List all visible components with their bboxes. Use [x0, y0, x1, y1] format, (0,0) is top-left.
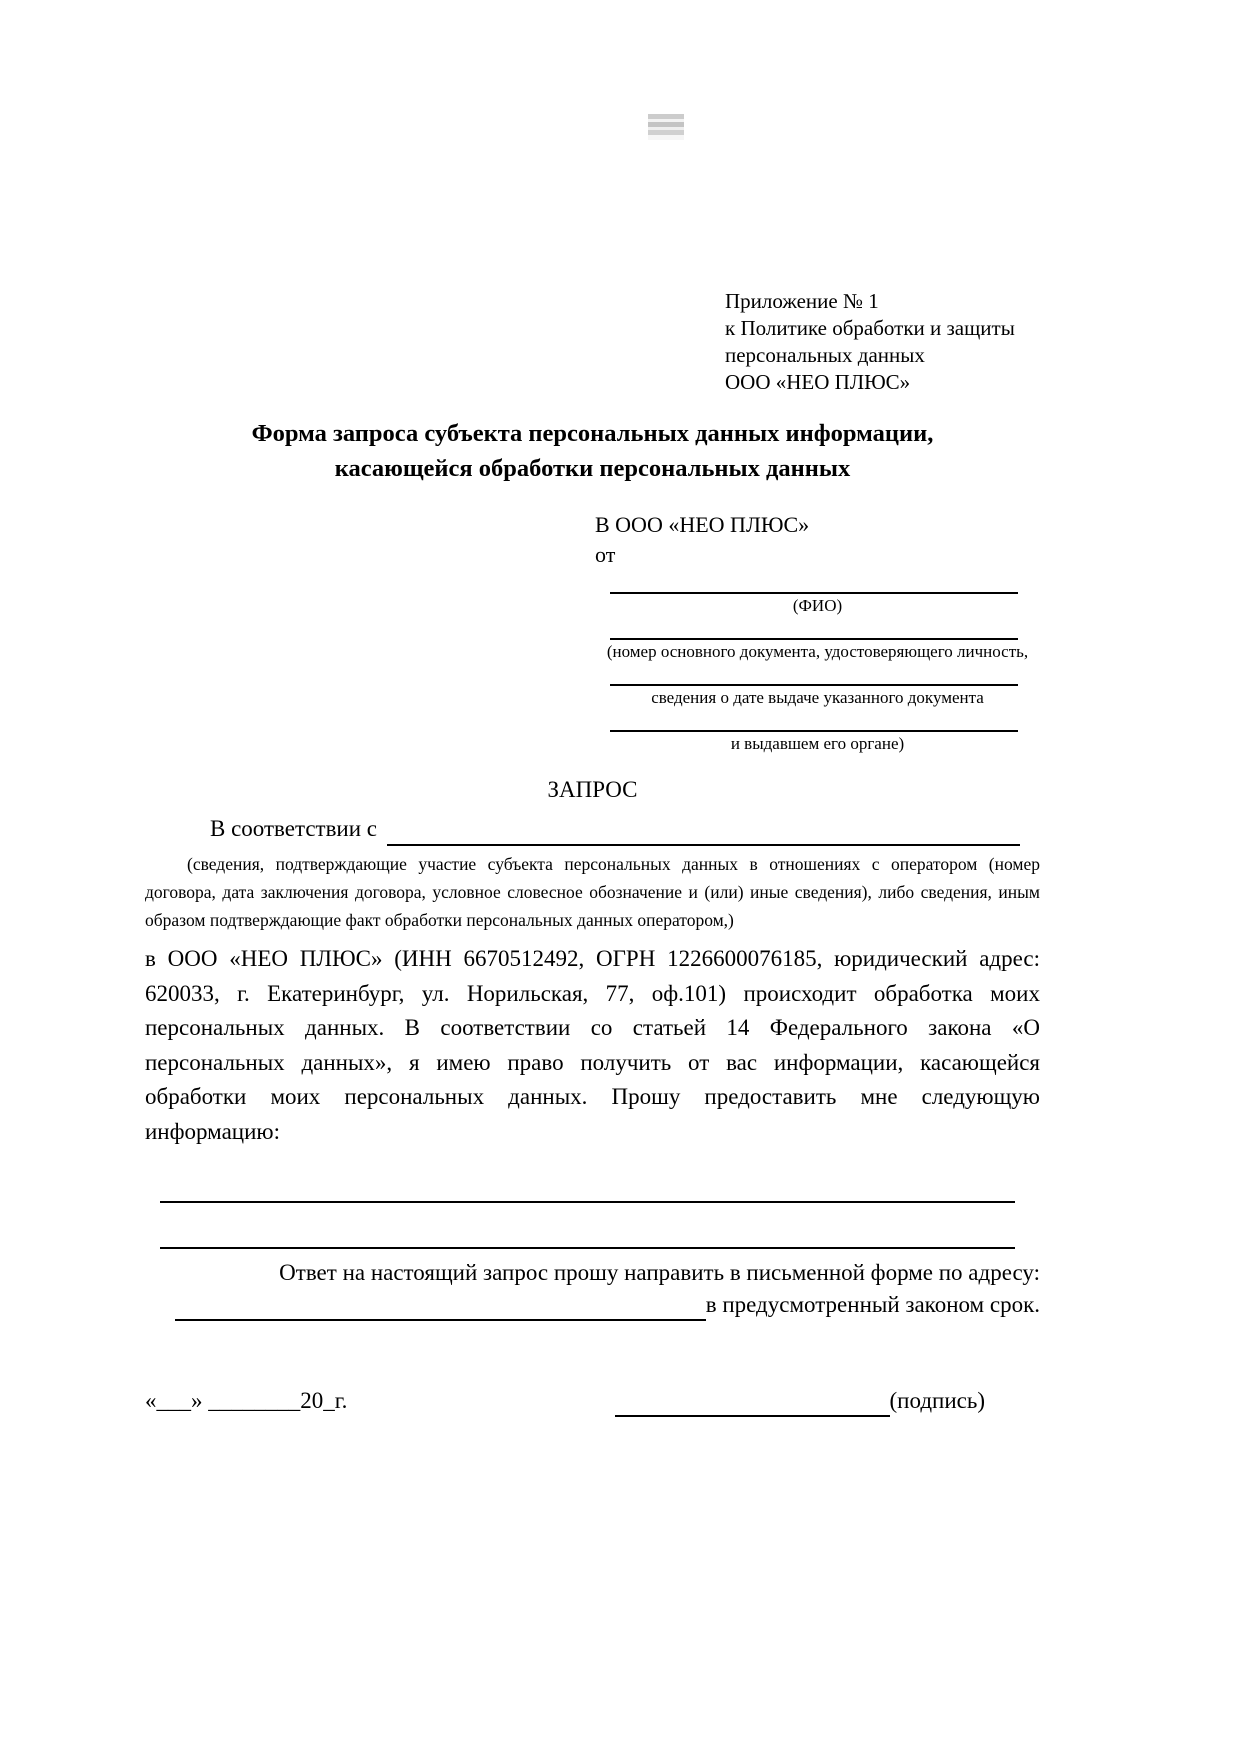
accordance-blank-line: [387, 818, 1020, 846]
doc-number-blank-line: [610, 616, 1018, 640]
header-logo-image: [648, 114, 684, 140]
date-blank: «___» ________20_г.: [145, 1388, 348, 1413]
accordance-row: [145, 812, 1040, 846]
title-line-2: касающейся обработки персональных данных: [334, 455, 851, 482]
fio-field: [595, 570, 1040, 616]
signature-blank-line: [615, 1391, 890, 1417]
doc-number-caption: (номер основного документа, удостоверяющего личность,: [606, 642, 1029, 661]
reply-tail: в предусмотренный законом срок.: [705, 1292, 1040, 1317]
fine-print-caption: (сведения, подтверждающие участие субъекта персональных данных в отношениях с оператором (номер договора, дата заключения договора, условное словесное обозначение и (или) иные сведения), либо сведения, иным образом подтверждающие факт обработки персональных данных оператором,): [145, 854, 1040, 930]
doc-date-caption: сведения о дате выдаче указанного документа: [651, 688, 984, 707]
signature-group: [615, 1385, 985, 1417]
doc-number-field: [595, 616, 1040, 662]
reply-address-row: [145, 1289, 1040, 1321]
fio-caption: (ФИО): [792, 596, 843, 615]
request-body-paragraph: в ООО «НЕО ПЛЮС» (ИНН 6670512492, ОГРН 1226600076185, юридический адрес: 620033, г. Екатеринбург, ул. Норильская, 77, оф.101) происходит обработка моих персональных данных. В соответствии со статьей 14 Федерального закона «О персональных данных», я имею право получить от вас информации, касающейся обработки моих персональных данных. Прошу предоставить мне следующую информацию:: [145, 946, 1040, 1144]
fio-blank-line: [610, 570, 1018, 594]
info-blank-line-2: [160, 1247, 1015, 1249]
reply-instruction: Ответ на настоящий запрос прошу направить в письменной форме по адресу:: [279, 1260, 1040, 1285]
info-blank-line-1: [160, 1201, 1015, 1203]
document-title: [145, 416, 1040, 486]
accordance-lead: В соответствии с: [210, 816, 378, 841]
request-heading: ЗАПРОС: [547, 777, 638, 802]
doc-issuer-blank-line: [610, 708, 1018, 732]
appendix-line-2: к Политике обработки и защиты: [725, 316, 1015, 340]
signature-caption: (подпись): [889, 1388, 985, 1413]
appendix-line-1: Приложение № 1: [725, 289, 879, 313]
doc-issuer-caption: и выдавшем его органе): [730, 734, 905, 753]
title-line-1: Форма запроса субъекта персональных данных информации,: [251, 420, 934, 447]
doc-date-field: [595, 662, 1040, 708]
appendix-block: [725, 288, 1040, 396]
appendix-line-3: персональных данных: [725, 343, 925, 367]
appendix-line-4: ООО «НЕО ПЛЮС»: [725, 370, 911, 394]
date-signature-row: [145, 1385, 1040, 1417]
addressee-block: [595, 510, 1040, 754]
address-blank-line: [175, 1295, 706, 1321]
doc-date-blank-line: [610, 662, 1018, 686]
addressee-to: В ООО «НЕО ПЛЮС»: [595, 512, 810, 537]
addressee-from-label: от: [595, 542, 616, 567]
doc-issuer-field: [595, 708, 1040, 754]
